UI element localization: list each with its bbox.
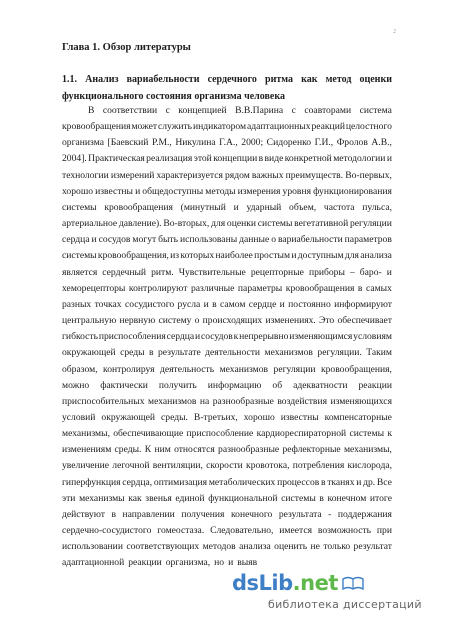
text-word: деятельность: [159, 363, 215, 375]
text-word: функционирования: [313, 185, 392, 197]
text-word: и: [279, 298, 285, 310]
text-word: эти: [62, 492, 76, 504]
text-word: может: [131, 121, 158, 133]
text-line: [62, 523, 392, 539]
text-word: нервную: [119, 315, 156, 327]
text-word: результат: [353, 541, 392, 553]
text-word: центральную: [62, 315, 117, 327]
text-line: [62, 410, 392, 426]
text-word: сердца,: [122, 476, 153, 488]
text-word: механизмы,: [343, 444, 392, 456]
text-word: условий: [62, 411, 96, 423]
text-word: наиболее: [215, 250, 253, 262]
text-word: реакции: [358, 379, 392, 391]
text-word: и: [194, 331, 201, 343]
text-word: системы: [349, 428, 385, 440]
text-word: разнообразные: [212, 395, 274, 407]
text-word: частота: [323, 201, 355, 213]
text-word: для: [344, 250, 359, 262]
text-word: самых: [365, 282, 392, 294]
text-word: конечном: [327, 492, 367, 504]
text-word: системы: [62, 201, 97, 213]
section-title: [62, 71, 392, 105]
text-word: только: [323, 541, 351, 553]
corner-mark: 2: [393, 29, 396, 35]
text-line: [62, 119, 392, 135]
text-word: Р.М.,: [151, 137, 172, 149]
text-word: тканях: [327, 476, 355, 488]
body-paragraph: [62, 103, 392, 572]
text-word: в: [319, 492, 324, 504]
text-word: простым: [254, 250, 291, 262]
text-line: [62, 458, 392, 474]
text-word: Никулина: [175, 137, 216, 149]
text-line: [62, 329, 392, 345]
text-word: Таким: [366, 347, 392, 359]
text-word: Во-первых,: [345, 169, 392, 181]
text-word: обеспечивающие: [113, 428, 184, 440]
text-word: целостного: [345, 121, 392, 133]
text-word: регуляции: [349, 218, 392, 230]
text-word: конкретной: [284, 153, 332, 165]
text-word: преимуществ.: [285, 169, 344, 181]
text-word: увеличение: [62, 460, 110, 472]
text-word: среды.: [161, 411, 188, 423]
text-line: [62, 378, 392, 394]
text-word: Следовательно,: [210, 525, 274, 537]
text-word: Сидоренко: [266, 137, 312, 149]
text-word: использовании: [62, 541, 123, 553]
text-word: звенья: [145, 492, 172, 504]
text-word: Это: [319, 315, 335, 327]
text-word: Чувствительные: [178, 266, 246, 278]
text-word: и: [228, 557, 234, 569]
text-word: среды: [120, 347, 145, 359]
dslib-watermark: [232, 572, 442, 612]
dslib-subtitle: библиотека диссертаций: [268, 598, 422, 611]
text-word: артериальное: [62, 218, 118, 230]
text-word: организма,: [165, 557, 211, 569]
text-word: гомеостаза.: [157, 525, 205, 537]
section-title-word: сердечного: [207, 74, 257, 85]
text-word: (минутный: [180, 201, 226, 213]
text-word: и: [291, 250, 297, 262]
text-word: хорошо: [62, 185, 94, 197]
text-word: системы: [62, 250, 97, 262]
text-word: происходящих: [202, 315, 263, 327]
text-line: [62, 555, 392, 571]
text-word: уровня: [282, 185, 311, 197]
text-word: разнообразные: [218, 444, 280, 456]
text-word: образом,: [62, 363, 98, 375]
text-word: сосудов: [200, 331, 233, 343]
text-word: изменяющимся: [289, 331, 353, 343]
text-word: оценки: [226, 218, 257, 230]
text-line: [62, 507, 392, 523]
text-word: кислорода,: [347, 460, 392, 472]
text-word: технологии: [62, 169, 109, 181]
text-word: контролируя: [103, 363, 155, 375]
text-word: системы: [281, 492, 316, 504]
text-word: сердца: [62, 234, 90, 246]
text-word: которых: [180, 250, 215, 262]
text-word: доступным: [297, 250, 344, 262]
text-word: результате: [158, 347, 201, 359]
text-word: получить: [158, 379, 197, 391]
text-word: не: [310, 541, 320, 553]
text-word: и: [356, 476, 362, 488]
text-word: механизмов: [264, 347, 313, 359]
text-word: разных: [62, 298, 92, 310]
text-word: вариабельности: [277, 234, 343, 246]
text-word: механизмы,: [62, 428, 110, 440]
text-word: индикатором: [192, 121, 247, 133]
text-word: реализация: [146, 153, 193, 165]
text-word: потребления: [292, 460, 345, 472]
text-word: этой: [193, 153, 212, 165]
text-word: относятся: [174, 444, 215, 456]
text-word: вентиляции,: [152, 460, 203, 472]
text-word: 2004].: [62, 153, 87, 165]
text-line: [62, 475, 392, 491]
text-word: действуют: [62, 508, 105, 520]
section-title-line-1: [62, 71, 392, 88]
text-word: анализа: [360, 250, 392, 262]
text-word: гиперфункция: [62, 476, 121, 488]
text-word: регуляции: [273, 363, 316, 375]
text-word: рефлекторные: [282, 444, 341, 456]
text-word: фактически: [100, 379, 148, 391]
text-word: рецепторные: [250, 266, 304, 278]
text-word: ним: [154, 444, 171, 456]
text-word: о: [194, 315, 200, 327]
text-word: использованы: [180, 234, 238, 246]
text-word: давление).: [118, 218, 162, 230]
text-word: окружающей: [62, 347, 116, 359]
text-word: к: [387, 428, 392, 440]
text-word: 2000;: [241, 137, 264, 149]
text-word: как: [128, 492, 142, 504]
text-word: кровообращения: [285, 282, 355, 294]
text-word: легочной: [112, 460, 150, 472]
text-word: В.В.Парина: [235, 105, 284, 116]
text-word: к: [233, 331, 239, 343]
text-word: и: [386, 153, 392, 165]
text-word: из: [170, 250, 180, 262]
text-word: реакции: [128, 557, 162, 569]
text-word: поддержания: [337, 508, 392, 520]
text-word: в: [212, 298, 217, 310]
text-word: Все: [376, 476, 392, 488]
section-title-word: Анализ: [85, 74, 119, 85]
text-line: [62, 184, 392, 200]
text-line: [62, 362, 392, 378]
text-word: [Баевский: [107, 137, 149, 149]
text-word: и: [135, 185, 141, 197]
text-line: [62, 265, 392, 281]
text-word: различные: [190, 282, 235, 294]
text-word: данные: [239, 234, 270, 246]
text-line: [62, 216, 392, 232]
text-word: возможность: [317, 525, 372, 537]
text-word: при: [376, 525, 392, 537]
text-word: процессов: [277, 476, 320, 488]
chapter-title: Глава 1. Обзор литературы: [62, 42, 191, 53]
text-line: [62, 151, 392, 167]
text-word: механизмы: [79, 492, 125, 504]
text-word: хорошо: [243, 411, 275, 423]
text-word: в: [320, 476, 326, 488]
text-line: [62, 394, 392, 410]
text-word: и: [203, 298, 209, 310]
text-word: общедоступны: [142, 185, 204, 197]
text-word: механизмов: [148, 395, 197, 407]
text-word: об: [272, 379, 283, 391]
text-word: изменениям: [62, 444, 112, 456]
text-word: обеспечивает: [337, 315, 392, 327]
text-word: система: [359, 105, 392, 116]
text-word: самом: [220, 298, 246, 310]
section-title-word: вариабельности: [126, 74, 200, 85]
text-word: является: [62, 266, 98, 278]
text-word: быть: [158, 234, 179, 246]
text-word: но: [214, 557, 225, 569]
text-line: [62, 103, 392, 119]
text-word: служить: [157, 121, 193, 133]
text-word: получения: [181, 508, 225, 520]
text-word: Г.И.,: [314, 137, 334, 149]
text-word: функциональной: [208, 492, 278, 504]
text-word: методологии: [333, 153, 386, 165]
text-word: реакций: [311, 121, 345, 133]
text-word: адаптационной: [62, 557, 125, 569]
text-word: приспособление: [186, 428, 254, 440]
text-word: приспособительных: [62, 395, 145, 407]
text-word: измерения: [237, 185, 281, 197]
text-word: информируют: [334, 298, 392, 310]
text-word: –: [349, 266, 355, 278]
text-word: баро-: [359, 266, 382, 278]
text-word: кровообращения,: [320, 363, 392, 375]
text-word: выяв: [237, 557, 258, 569]
text-word: сосудов: [98, 234, 131, 246]
text-word: механизмов: [219, 363, 269, 375]
text-word: параметры: [237, 282, 283, 294]
text-word: итоге: [369, 492, 392, 504]
text-word: сердца: [166, 331, 195, 343]
text-line: [62, 491, 392, 507]
text-word: Практическая: [88, 153, 145, 165]
text-word: кровотока,: [246, 460, 290, 472]
text-word: ударный: [246, 201, 282, 213]
text-word: изменениях.: [265, 315, 316, 327]
text-word: А.В.,: [371, 137, 392, 149]
text-word: могут: [132, 234, 157, 246]
text-word: постоянно: [288, 298, 331, 310]
text-word: условиям: [353, 331, 392, 343]
text-line: [62, 200, 392, 216]
text-word: сердечный: [102, 266, 147, 278]
text-word: и: [91, 234, 97, 246]
text-word: вегетативной: [294, 218, 349, 230]
text-word: единой: [175, 492, 205, 504]
text-word: регуляции.: [317, 347, 362, 359]
text-word: кровообращения: [104, 201, 173, 213]
text-word: К: [144, 444, 152, 456]
text-line: [62, 539, 392, 555]
text-line: [62, 426, 392, 442]
text-word: системы: [257, 218, 293, 230]
text-word: для: [211, 218, 226, 230]
text-word: направлении: [122, 508, 175, 520]
text-word: русла: [177, 298, 201, 310]
section-title-word: ритма: [265, 74, 294, 85]
dslib-logo: [232, 572, 364, 594]
text-line: [62, 345, 392, 361]
text-word: адекватности: [293, 379, 348, 391]
text-word: известны: [280, 411, 319, 423]
text-word: анализа: [239, 541, 271, 553]
text-word: методы: [205, 185, 236, 197]
text-word: важных: [251, 169, 284, 181]
text-word: окружающей: [101, 411, 156, 423]
text-word: виде: [264, 153, 284, 165]
text-word: изменяющихся: [330, 395, 392, 407]
text-word: -: [328, 508, 332, 520]
text-word: результата: [278, 508, 322, 520]
text-word: о: [271, 234, 276, 246]
text-word: Г.А.,: [219, 137, 238, 149]
text-word: сердечно-сосудистого: [62, 525, 152, 537]
book-icon: [342, 576, 364, 590]
text-line: [62, 135, 392, 151]
text-word: кардиореспираторной: [256, 428, 347, 440]
text-word: контролируют: [128, 282, 188, 294]
text-line: [62, 248, 392, 264]
text-word: В-третьих,: [193, 411, 238, 423]
text-word: ритм.: [151, 266, 174, 278]
text-word: конечного: [230, 508, 273, 520]
text-word: имеется: [279, 525, 312, 537]
text-word: Фролов: [336, 137, 368, 149]
text-word: рядом: [224, 169, 250, 181]
text-word: на: [199, 395, 210, 407]
text-word: соответствии: [102, 105, 158, 116]
text-word: компенсаторные: [324, 411, 392, 423]
text-line: [62, 442, 392, 458]
text-word: объем,: [289, 201, 317, 213]
text-word: хеморецепторы: [62, 282, 126, 294]
text-line: [62, 168, 392, 184]
text-line: [62, 297, 392, 313]
text-word: в: [111, 508, 116, 520]
text-word: адаптационных: [247, 121, 311, 133]
text-word: др.: [363, 476, 376, 488]
text-word: сосудистого: [124, 298, 175, 310]
text-word: Во-вторых,: [163, 218, 210, 230]
text-word: параметров: [344, 234, 392, 246]
text-word: с: [291, 105, 296, 116]
text-word: среды.: [114, 444, 142, 456]
text-word: кровообращения,: [97, 250, 169, 262]
text-line: [62, 313, 392, 329]
text-word: воздействия: [277, 395, 327, 407]
section-number: 1.1.: [62, 74, 77, 85]
text-word: и: [233, 201, 239, 213]
text-word: характеризуется: [156, 169, 223, 181]
section-title-word: метод: [325, 74, 352, 85]
text-word: оптимизация: [153, 476, 208, 488]
section-title-word: оценки: [359, 74, 392, 85]
text-word: организма: [62, 137, 104, 149]
text-word: концепции: [213, 153, 258, 165]
text-word: в: [149, 347, 154, 359]
section-title-word: как: [301, 74, 318, 85]
text-word: в: [357, 282, 363, 294]
text-word: метаболических: [208, 476, 276, 488]
text-line: [62, 232, 392, 248]
text-word: В: [88, 105, 95, 116]
text-word: в: [258, 153, 264, 165]
text-word: точках: [94, 298, 122, 310]
text-word: оценить: [274, 541, 308, 553]
text-word: соавторами: [304, 105, 352, 116]
text-word: кровообращения: [62, 121, 131, 133]
text-word: гибкость: [62, 331, 98, 343]
dslib-logo-text: dsLib.net: [232, 571, 338, 595]
text-word: пульса,: [362, 201, 392, 213]
text-word: и: [386, 266, 392, 278]
text-word: известны: [95, 185, 134, 197]
text-word: с: [165, 105, 170, 116]
text-word: систему: [158, 315, 192, 327]
text-word: деятельности: [205, 347, 261, 359]
text-word: скорости: [206, 460, 243, 472]
text-line: [62, 281, 392, 297]
text-word: концепцией: [178, 105, 227, 116]
text-word: измерений: [110, 169, 155, 181]
text-word: непрерывно: [239, 331, 289, 343]
text-word: можно: [62, 379, 90, 391]
text-word: сердце: [248, 298, 277, 310]
section-title-line-2: функционального состояния организма человека: [62, 91, 285, 102]
text-word: приспособления: [98, 331, 166, 343]
text-word: соответствующих: [126, 541, 200, 553]
text-word: информацию: [207, 379, 262, 391]
text-word: приборы: [308, 266, 345, 278]
text-word: методов: [202, 541, 236, 553]
